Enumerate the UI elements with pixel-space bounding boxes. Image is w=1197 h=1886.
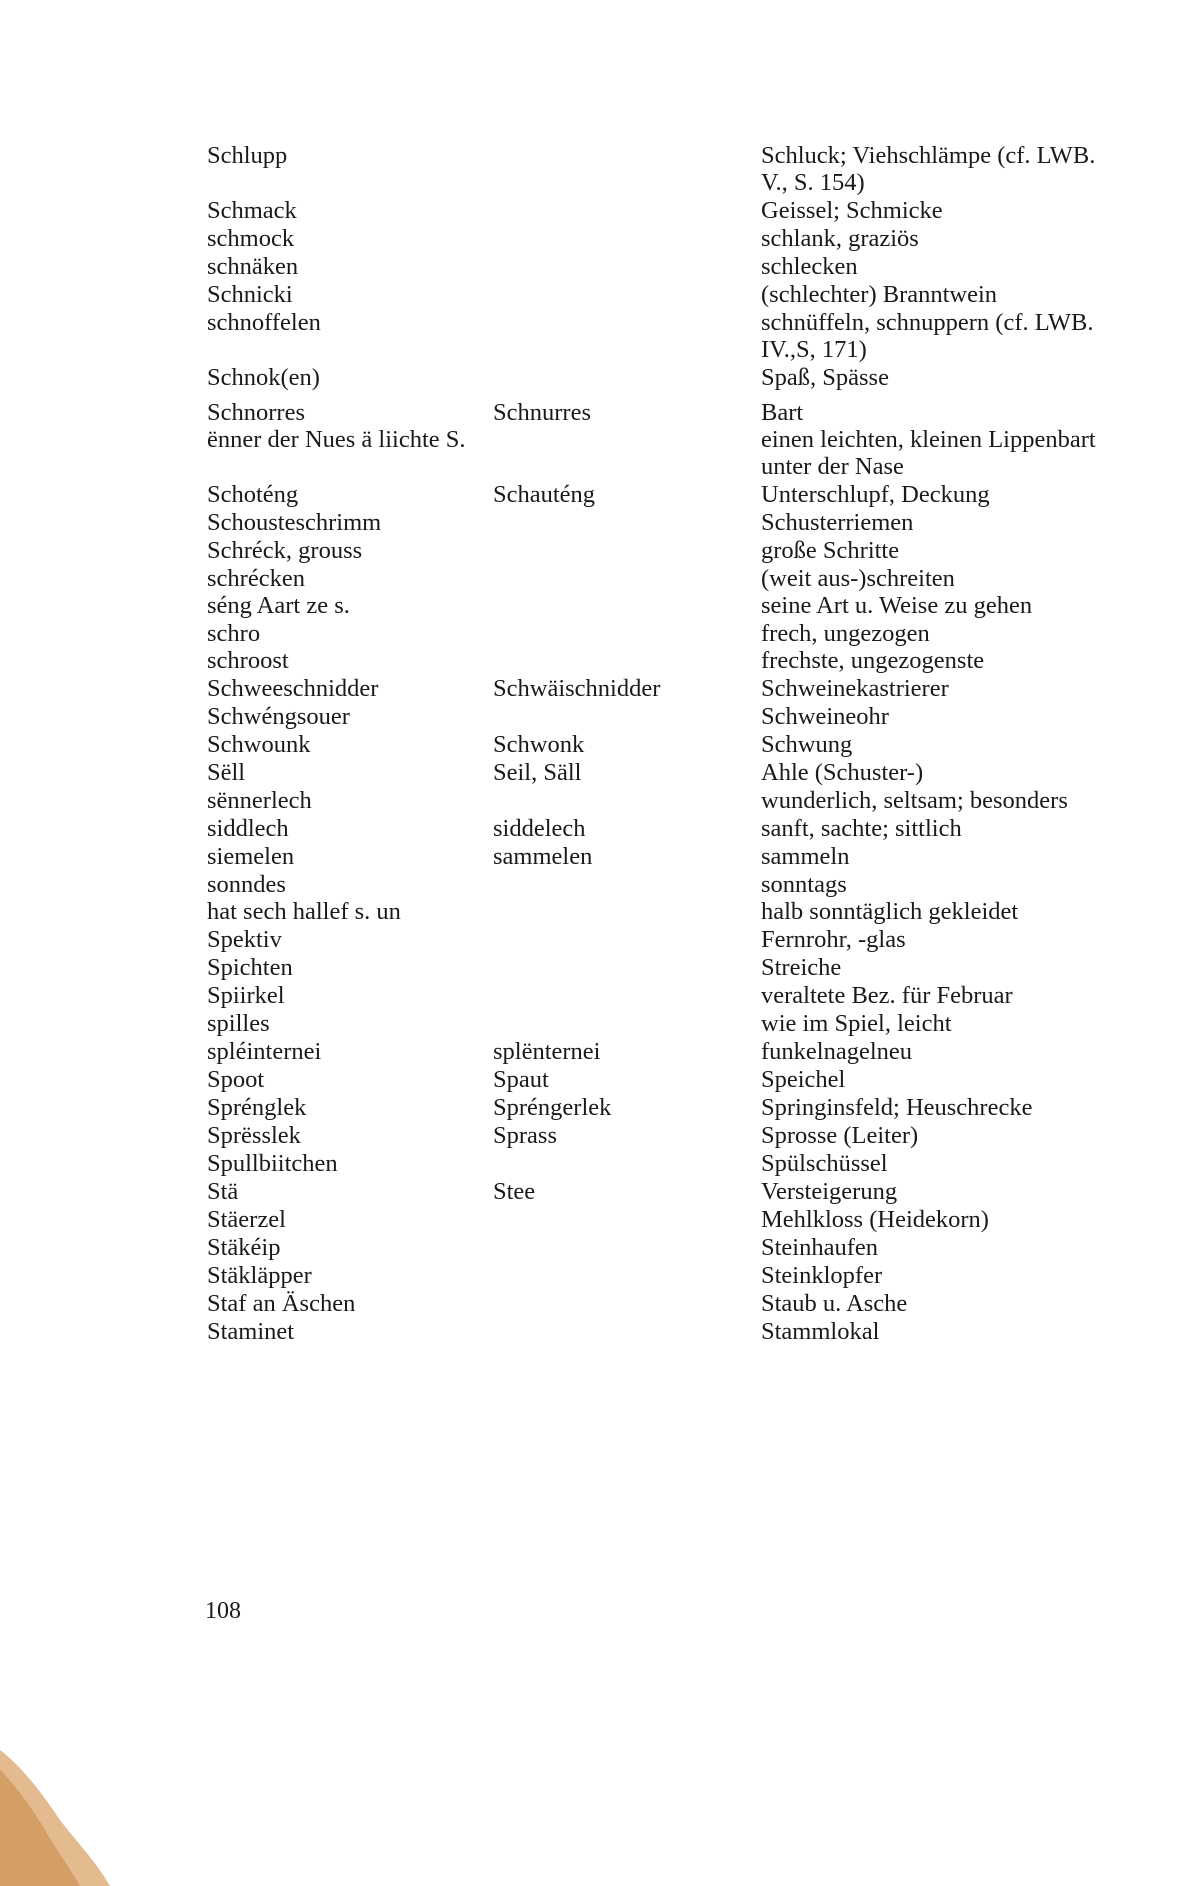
entry-meaning-line: Stammlokal (761, 1318, 880, 1345)
entry-variant (493, 1290, 761, 1317)
entry-variant (493, 1122, 761, 1149)
glossary-entry (207, 954, 1147, 981)
entry-variant-text: Seil, Säll (493, 759, 582, 786)
entry-term-line: siddlech (207, 815, 289, 842)
entry-meaning-line: Spaß, Spässe (761, 364, 889, 391)
glossary-entry (207, 1038, 1147, 1065)
entry-meaning-line: Spülschüssel (761, 1150, 888, 1177)
entry-meaning-line: Speichel (761, 1066, 846, 1093)
entry-meaning-line: Schweineohr (761, 703, 889, 730)
entry-meaning (761, 509, 1147, 536)
entry-meaning-line: veraltete Bez. für Februar (761, 982, 1013, 1009)
entry-term (207, 1318, 493, 1345)
entry-meaning-line: Staub u. Asche (761, 1290, 908, 1317)
entry-term (207, 1122, 493, 1149)
entry-term-line: Spektiv (207, 926, 282, 953)
entry-term (207, 703, 493, 730)
entry-term (207, 253, 493, 280)
entry-meaning-line: Schweinekastrierer (761, 675, 949, 702)
glossary-entry (207, 281, 1147, 308)
entry-variant-text: Schnurres (493, 399, 591, 426)
entry-term-line: ënner der Nues ä liichte S. (207, 426, 466, 453)
glossary-entry (207, 225, 1147, 252)
entry-meaning (761, 537, 1147, 564)
entry-meaning-line: Geissel; Schmicke (761, 197, 943, 224)
entry-meaning-line: seine Art u. Weise zu gehen (761, 592, 1033, 619)
entry-term (207, 565, 493, 619)
glossary-entry (207, 731, 1147, 758)
entry-variant (493, 1010, 761, 1037)
entry-term (207, 1206, 493, 1233)
entry-variant (493, 1094, 761, 1121)
entry-variant (493, 815, 761, 842)
entry-meaning-line: Schluck; Viehschlämpe (cf. LWB. (761, 142, 1096, 169)
entry-meaning-line: Streiche (761, 954, 842, 981)
entry-term-line: Schoténg (207, 481, 299, 508)
glossary-entry (207, 1122, 1147, 1149)
glossary-entry (207, 399, 1147, 480)
entry-term-line: Sëll (207, 759, 246, 786)
entry-variant-text: Spréngerlek (493, 1094, 612, 1121)
entry-meaning (761, 1038, 1147, 1065)
entry-meaning (761, 197, 1147, 224)
entry-term-line: Spoot (207, 1066, 265, 1093)
entry-variant (493, 197, 761, 224)
glossary-entry (207, 364, 1147, 391)
glossary-entry (207, 481, 1147, 508)
entry-meaning (761, 1318, 1147, 1345)
entry-term-line: spilles (207, 1010, 270, 1037)
entry-variant (493, 1318, 761, 1345)
glossary-entry (207, 1234, 1147, 1261)
entry-variant (493, 620, 761, 674)
entry-variant (493, 982, 761, 1009)
glossary-entry (207, 815, 1147, 842)
entry-term (207, 225, 493, 252)
entry-term-line: Schnorres (207, 399, 305, 426)
entry-meaning-line: Mehlkloss (Heidekorn) (761, 1206, 989, 1233)
entry-meaning (761, 1122, 1147, 1149)
glossary-list (207, 142, 1147, 1345)
entry-variant (493, 1066, 761, 1093)
entry-term-line: Sprësslek (207, 1122, 301, 1149)
entry-meaning-line: sammeln (761, 843, 850, 870)
entry-variant-text: Sprass (493, 1122, 557, 1149)
entry-term (207, 675, 493, 702)
entry-meaning (761, 1206, 1147, 1233)
entry-variant (493, 703, 761, 730)
entry-meaning-line: sonntags (761, 871, 847, 898)
entry-meaning (761, 281, 1147, 308)
entry-meaning-line: einen leichten, kleinen Lippenbart (761, 426, 1096, 453)
entry-meaning (761, 1066, 1147, 1093)
entry-meaning-line: unter der Nase (761, 453, 904, 480)
entry-term-line: Stäkläpper (207, 1262, 312, 1289)
entry-meaning (761, 481, 1147, 508)
entry-term (207, 759, 493, 786)
entry-meaning-line: schlank, graziös (761, 225, 919, 252)
entry-term-line: schmock (207, 225, 295, 252)
entry-meaning (761, 1290, 1147, 1317)
entry-meaning-line: Springinsfeld; Heuschrecke (761, 1094, 1033, 1121)
entry-term (207, 1234, 493, 1261)
entry-meaning (761, 364, 1147, 391)
entry-term-line: Schousteschrimm (207, 509, 382, 536)
entry-term-line: sënnerlech (207, 787, 312, 814)
entry-term (207, 509, 493, 536)
glossary-entry (207, 309, 1147, 363)
entry-meaning (761, 815, 1147, 842)
entry-term-line: Staminet (207, 1318, 295, 1345)
entry-term (207, 281, 493, 308)
entry-meaning-line: wunderlich, seltsam; besonders (761, 787, 1068, 814)
glossary-entry (207, 142, 1147, 196)
glossary-entry (207, 1094, 1147, 1121)
entry-term (207, 364, 493, 391)
glossary-entry (207, 926, 1147, 953)
entry-variant-text: Schwonk (493, 731, 585, 758)
entry-variant (493, 142, 761, 196)
entry-term-line: schnoffelen (207, 309, 321, 336)
entry-term-line: schrécken (207, 565, 305, 592)
entry-meaning (761, 565, 1147, 619)
entry-meaning (761, 309, 1147, 363)
entry-meaning (761, 225, 1147, 252)
entry-term-line: Schlupp (207, 142, 288, 169)
entry-meaning-line: Steinhaufen (761, 1234, 879, 1261)
glossary-entry (207, 843, 1147, 870)
glossary-entry (207, 1178, 1147, 1205)
glossary-entry (207, 1318, 1147, 1345)
entry-meaning-line: frech, ungezogen (761, 620, 930, 647)
entry-meaning (761, 1234, 1147, 1261)
entry-variant (493, 1262, 761, 1289)
entry-meaning (761, 1010, 1147, 1037)
glossary-entry (207, 620, 1147, 674)
entry-variant-text: Spaut (493, 1066, 549, 1093)
entry-term-line: Schwéngsouer (207, 703, 350, 730)
entry-term (207, 537, 493, 564)
entry-term-line: Spiirkel (207, 982, 285, 1009)
entry-variant (493, 787, 761, 814)
entry-meaning (761, 399, 1147, 480)
glossary-entry (207, 537, 1147, 564)
entry-meaning-line: große Schritte (761, 537, 900, 564)
glossary-entry (207, 1206, 1147, 1233)
entry-term-line: Schréck, grouss (207, 537, 363, 564)
entry-meaning-line: Schwung (761, 731, 853, 758)
entry-variant (493, 281, 761, 308)
entry-variant (493, 565, 761, 619)
glossary-entry (207, 1150, 1147, 1177)
entry-term (207, 197, 493, 224)
entry-term-line: hat sech hallef s. un (207, 898, 401, 925)
entry-variant (493, 1178, 761, 1205)
entry-meaning-line: V., S. 154) (761, 169, 865, 196)
entry-meaning-line: Ahle (Schuster-) (761, 759, 924, 786)
entry-term-line: Stä (207, 1178, 239, 1205)
entry-term (207, 982, 493, 1009)
entry-term (207, 871, 493, 925)
entry-term (207, 954, 493, 981)
glossary-entry (207, 509, 1147, 536)
entry-variant-text: splënternei (493, 1038, 601, 1065)
entry-term-line: sonndes (207, 871, 286, 898)
entry-term (207, 309, 493, 363)
entry-variant-text: siddelech (493, 815, 586, 842)
entry-meaning (761, 843, 1147, 870)
entry-term (207, 1150, 493, 1177)
entry-variant-text: sammelen (493, 843, 593, 870)
glossary-entry (207, 1066, 1147, 1093)
entry-term-line: Spullbiitchen (207, 1150, 338, 1177)
entry-meaning (761, 1150, 1147, 1177)
entry-meaning (761, 142, 1147, 196)
entry-term (207, 142, 493, 196)
entry-meaning (761, 759, 1147, 786)
entry-meaning (761, 253, 1147, 280)
entry-meaning (761, 926, 1147, 953)
entry-meaning (761, 620, 1147, 674)
entry-term-line: Spichten (207, 954, 293, 981)
entry-term-line: Stäkéip (207, 1234, 281, 1261)
entry-variant-text: Schwäischnidder (493, 675, 661, 702)
entry-term (207, 399, 493, 480)
entry-term (207, 1094, 493, 1121)
entry-term-line: Schwounk (207, 731, 311, 758)
entry-meaning (761, 982, 1147, 1009)
glossary-entry (207, 1010, 1147, 1037)
entry-variant (493, 1150, 761, 1177)
entry-variant-text: Stee (493, 1178, 536, 1205)
entry-meaning-line: Unterschlupf, Deckung (761, 481, 990, 508)
entry-term (207, 787, 493, 814)
glossary-entry (207, 871, 1147, 925)
entry-variant (493, 731, 761, 758)
entry-meaning-line: Steinklopfer (761, 1262, 883, 1289)
entry-meaning (761, 954, 1147, 981)
entry-term-line: siemelen (207, 843, 295, 870)
entry-meaning-line: Versteigerung (761, 1178, 898, 1205)
entry-term (207, 481, 493, 508)
entry-meaning-line: halb sonntäglich gekleidet (761, 898, 1019, 925)
entry-meaning (761, 1094, 1147, 1121)
entry-variant (493, 871, 761, 925)
entry-meaning (761, 787, 1147, 814)
entry-term (207, 731, 493, 758)
entry-meaning-line: (weit aus-)schreiten (761, 565, 955, 592)
glossary-entry (207, 787, 1147, 814)
glossary-entry (207, 253, 1147, 280)
entry-term-line: Stäerzel (207, 1206, 286, 1233)
entry-term (207, 926, 493, 953)
entry-meaning-line: schlecken (761, 253, 858, 280)
entry-variant (493, 225, 761, 252)
entry-term-line: spléinternei (207, 1038, 322, 1065)
entry-variant (493, 309, 761, 363)
entry-variant (493, 537, 761, 564)
entry-variant (493, 253, 761, 280)
paper-stain-mark (0, 1730, 150, 1886)
entry-meaning-line: IV.,S, 171) (761, 336, 867, 363)
entry-term (207, 1290, 493, 1317)
entry-variant (493, 759, 761, 786)
entry-term-line: Schweeschnidder (207, 675, 379, 702)
glossary-entry (207, 982, 1147, 1009)
entry-term-line: séng Aart ze s. (207, 592, 350, 619)
entry-variant (493, 364, 761, 391)
entry-term (207, 815, 493, 842)
entry-variant (493, 481, 761, 508)
entry-variant (493, 1234, 761, 1261)
glossary-entry (207, 675, 1147, 702)
entry-meaning-line: sanft, sachte; sittlich (761, 815, 962, 842)
entry-term (207, 1066, 493, 1093)
entry-meaning (761, 1178, 1147, 1205)
glossary-entry (207, 703, 1147, 730)
entry-meaning (761, 871, 1147, 925)
entry-term (207, 1010, 493, 1037)
entry-meaning-line: Sprosse (Leiter) (761, 1122, 919, 1149)
entry-term-line: Schnok(en) (207, 364, 320, 391)
entry-meaning-line: frechste, ungezogenste (761, 647, 985, 674)
entry-term-line: schnäken (207, 253, 299, 280)
glossary-entry (207, 1290, 1147, 1317)
page-number: 108 (205, 1598, 241, 1624)
entry-term-line: schroost (207, 647, 289, 674)
entry-variant (493, 843, 761, 870)
entry-meaning (761, 703, 1147, 730)
glossary-entry (207, 565, 1147, 619)
entry-variant-text: Schauténg (493, 481, 596, 508)
entry-meaning (761, 1262, 1147, 1289)
entry-meaning-line: Bart (761, 399, 804, 426)
entry-meaning-line: (schlechter) Branntwein (761, 281, 998, 308)
entry-term-line: schro (207, 620, 261, 647)
entry-meaning-line: schnüffeln, schnuppern (cf. LWB. (761, 309, 1094, 336)
entry-variant (493, 509, 761, 536)
entry-term (207, 620, 493, 674)
entry-term-line: Schnicki (207, 281, 293, 308)
entry-term-line: Schmack (207, 197, 297, 224)
entry-variant (493, 954, 761, 981)
entry-term (207, 1178, 493, 1205)
entry-meaning-line: funkelnagelneu (761, 1038, 913, 1065)
entry-meaning (761, 675, 1147, 702)
entry-term (207, 1038, 493, 1065)
glossary-entry (207, 197, 1147, 224)
entry-meaning-line: Schusterriemen (761, 509, 914, 536)
entry-variant (493, 399, 761, 480)
entry-variant (493, 926, 761, 953)
entry-meaning (761, 731, 1147, 758)
entry-term-line: Staf an Äschen (207, 1290, 356, 1317)
entry-meaning-line: wie im Spiel, leicht (761, 1010, 952, 1037)
entry-variant (493, 675, 761, 702)
entry-variant (493, 1038, 761, 1065)
glossary-entry (207, 1262, 1147, 1289)
entry-meaning-line: Fernrohr, -glas (761, 926, 906, 953)
entry-term (207, 843, 493, 870)
entry-term-line: Sprénglek (207, 1094, 307, 1121)
entry-variant (493, 1206, 761, 1233)
glossary-entry (207, 759, 1147, 786)
entry-term (207, 1262, 493, 1289)
